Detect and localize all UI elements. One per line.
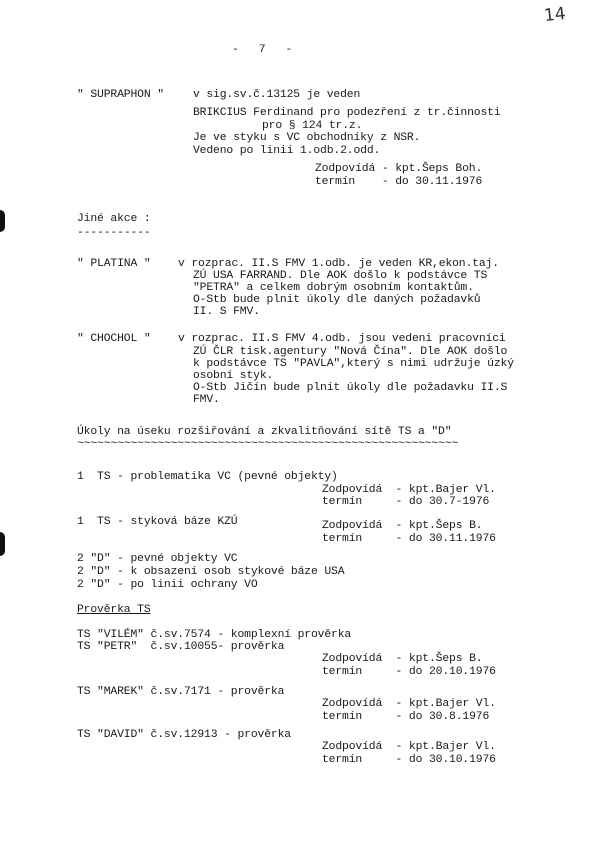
ukoly-underline: ~~~~~~~~~~~~~~~~~~~~~~~~~~~~~~~~~~~~~~~~~~~~~~~~~~~~~~~~~ bbox=[77, 438, 459, 450]
supraphon-line-4: Je ve styku s VC obchodníky z NSR. bbox=[193, 132, 421, 144]
proverka-david: TS "DAVID" č.sv.12913 - prověrka bbox=[77, 729, 291, 741]
platina-line-2: ZÚ USA FARRAND. Dle AOK došlo k podstávce TS bbox=[193, 270, 488, 282]
proverka-marek: TS "MAREK" č.sv.7171 - prověrka bbox=[77, 686, 285, 698]
supraphon-zodpovida: Zodpovídá - kpt.Šeps Boh. bbox=[315, 163, 483, 175]
platina-line-5: II. S FMV. bbox=[193, 306, 260, 318]
supraphon-line-5: Vedeno po linii 1.odb.2.odd. bbox=[193, 145, 381, 157]
proverka-zodpovida-2: Zodpovídá - kpt.Bajer Vl. bbox=[322, 698, 496, 710]
supraphon-line-3: pro § 124 tr.z. bbox=[262, 120, 363, 132]
chochol-line-4: osobní styk. bbox=[193, 370, 274, 382]
proverka-zodpovida-3: Zodpovídá - kpt.Bajer Vl. bbox=[322, 741, 496, 753]
chochol-line-1: v rozprac. II.S FMV 4.odb. jsou vedeni pracovníci bbox=[178, 333, 506, 345]
binder-hole-mark-bottom bbox=[0, 532, 5, 556]
ukoly-item-1-zodpovida: Zodpovídá - kpt.Bajer Vl. bbox=[322, 484, 496, 496]
chochol-line-6: FMV. bbox=[193, 394, 220, 406]
page-header: - 7 - bbox=[232, 44, 293, 56]
ukoly-heading: Úkoly na úseku rozšiřování a zkvalitňování sítě TS a "D" bbox=[77, 426, 452, 438]
binder-hole-mark-top bbox=[0, 210, 5, 232]
platina-line-3: "PETRA" a celkem dobrým osobním kontaktům. bbox=[193, 282, 474, 294]
proverka-termin-1: termín - do 20.10.1976 bbox=[322, 666, 496, 678]
proverka-vilem: TS "VILÉM" č.sv.7574 - komplexní prověrka bbox=[77, 629, 352, 641]
platina-name: " PLATINA " bbox=[77, 258, 151, 270]
chochol-line-2: ZÚ ČLR tisk.agentury "Nová Čína". Dle AOK došlo bbox=[193, 346, 508, 358]
handwritten-page-number: 14 bbox=[543, 3, 567, 27]
proverka-termin-3: termín - do 30.10.1976 bbox=[322, 754, 496, 766]
platina-line-1: v rozprac. II.S FMV 1.odb. je veden KR,ekon.taj. bbox=[178, 258, 499, 270]
proverka-petr: TS "PETR" č.sv.10055- prověrka bbox=[77, 641, 285, 653]
ukoly-item-2-zodpovida: Zodpovídá - kpt.Šeps B. bbox=[322, 520, 483, 532]
jine-akce-heading: Jiné akce : bbox=[77, 213, 151, 225]
proverka-termin-2: termín - do 30.8.1976 bbox=[322, 711, 490, 723]
platina-line-4: O-Stb bude plnit úkoly dle daných požadavků bbox=[193, 294, 481, 306]
ukoly-d-line-3: 2 "D" - po linii ochrany VO bbox=[77, 579, 258, 591]
proverka-zodpovida-1: Zodpovídá - kpt.Šeps B. bbox=[322, 653, 483, 665]
supraphon-termin: termín - do 30.11.1976 bbox=[315, 176, 483, 188]
ukoly-d-line-1: 2 "D" - pevné objekty VC bbox=[77, 553, 238, 565]
ukoly-item-2: 1 TS - styková báze KZÚ bbox=[77, 516, 238, 528]
ukoly-item-1: 1 TS - problematika VC (pevné objekty) bbox=[77, 471, 338, 483]
chochol-line-3: k podstávce TS "PAVLA",který s nimi udržuje úzký bbox=[193, 358, 514, 370]
jine-akce-underline: ----------- bbox=[77, 227, 151, 239]
chochol-line-5: O-Stb Jičín bude plnit úkoly dle požadavku II.S bbox=[193, 382, 508, 394]
proverka-heading: Prověrka TS bbox=[77, 604, 151, 616]
ukoly-d-line-2: 2 "D" - k obsazení osob stykové báze USA bbox=[77, 566, 345, 578]
chochol-name: " CHOCHOL " bbox=[77, 333, 151, 345]
supraphon-line-1: v sig.sv.č.13125 je veden bbox=[193, 89, 361, 101]
supraphon-line-2: BRIKCIUS Ferdinand pro podezření z tr.činnosti bbox=[193, 107, 501, 119]
ukoly-item-2-termin: termín - do 30.11.1976 bbox=[322, 533, 496, 545]
supraphon-name: " SUPRAPHON " bbox=[77, 89, 164, 101]
ukoly-item-1-termin: termín - do 30.7-1976 bbox=[322, 496, 490, 508]
